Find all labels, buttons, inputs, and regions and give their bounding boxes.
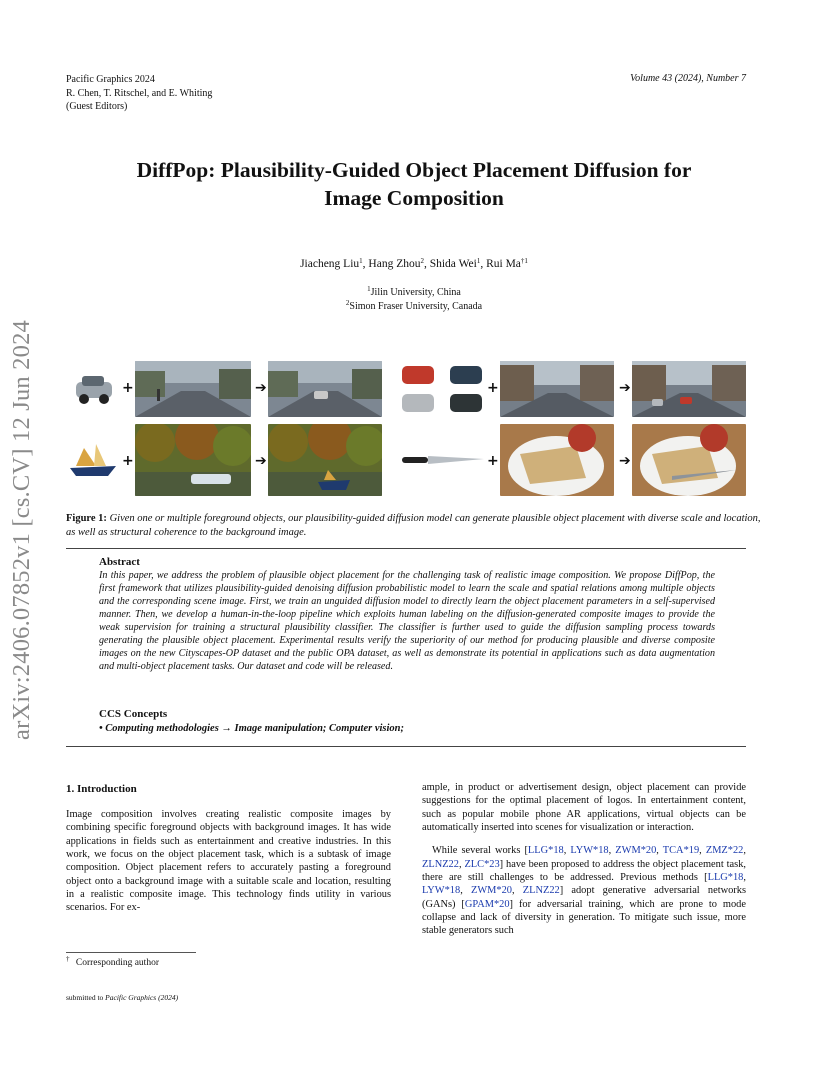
author: Hang Zhou [368,258,421,270]
author-sup: †1 [520,257,528,265]
citation-link[interactable]: LYW*18 [422,885,461,897]
title-line-2: Image Composition [324,186,504,210]
arrow-icon: ➔ [619,380,631,396]
citation-link[interactable]: ZWM*20 [615,845,657,857]
citation-link[interactable]: ZMZ*22 [705,845,744,857]
citation-link[interactable]: LLG*18 [527,845,564,857]
plus-sign: + [487,453,499,469]
arrow-icon: ➔ [619,453,631,469]
arrow-icon: ➔ [255,453,267,469]
author: Shida Wei [429,258,477,270]
ccs-heading: CCS Concepts [99,708,168,720]
boat-object-image [66,440,120,480]
intro-paragraph: While several works [LLG*18, LYW*18, ZWM*20, TCA*19, ZMZ*22, ZLNZ22, ZLC*23] have been proposed to address the object placement task, there are still challenges to be addressed. Previous methods [LLG*18, LYW*18, ZWM*20, ZLNZ22] adopt generative adversarial networks (GANs) [GPAM*20] for adversarial training, which are prone to mode collapse and lack of diversity in generation. To mitigate such issue, more stable generators such [422,845,746,937]
plus-sign: + [487,380,499,396]
food-composite-image [632,424,746,496]
right-column [422,781,746,938]
arrow-icon: ➔ [255,380,267,396]
editors: R. Chen, T. Ritschel, and E. Whiting [66,87,213,99]
citation-link[interactable]: ZLC*23 [464,858,500,870]
abstract-heading: Abstract [99,556,140,568]
knife-object-image [400,452,486,468]
forest-composite-image [268,424,382,496]
submission-note: submitted to Pacific Graphics (2024) [66,993,179,1002]
citation-link[interactable]: LYW*18 [570,845,609,857]
author-list: Jiacheng Liu$^1$, Hang Zhou$^2$, Shida Wei$^1$, Rui Ma$^{\dagger 1}$ [300,257,528,270]
footnote-text: Corresponding author [75,958,159,968]
city-street-composite-image [632,361,746,417]
figure-caption [66,512,764,539]
teaser-figure [0,0,828,510]
intro-paragraph: Image composition involves creating realistic composite images by combining specific foreground objects with background images. It has wide applications in fields such as entertainment and creative industries. In this work, we focus on the object placement task, which is a subtask of image composition. Object placement refers to accurately pasting a foreground object onto a background image with a suitable scale and location, resulting in a realistic composite image. This technology finds utility in various scenarios. For ex- [66,809,391,914]
plus-sign: + [122,453,134,469]
citation-link[interactable]: LLG*18 [707,872,744,884]
intro-paragraph: ample, in product or advertisement design, object placement can provide suggestions for the optimal placement of logos. In entertainment content, such as popular mobile phone AR applications, virtual objects can be automatically inserted into scenes for visualization or interaction. [422,782,746,834]
figure-caption-text: Given one or multiple foreground objects, our plausibility-guided diffusion model can generate plausible object placement with diverse scale and location, as well as structural coherence to the background image. [66,513,761,538]
author: Rui Ma [486,258,521,270]
citation-link[interactable]: TCA*19 [662,845,700,857]
citation-link[interactable]: ZLNZ22 [522,885,560,897]
car-object-image [72,372,116,406]
author-sup: 2 [420,257,424,265]
forest-background-image [135,424,251,496]
section-heading: 1. Introduction [66,783,137,795]
citation-link[interactable]: GPAM*20 [464,898,510,910]
food-background-image [500,424,614,496]
footnote-rule [66,952,196,953]
citation-link[interactable]: ZWM*20 [471,885,512,897]
author-sup: 1 [476,257,481,265]
plus-sign: + [122,380,134,396]
author-sup: 1 [359,257,363,265]
street-background-image [135,361,251,417]
figure-label: Figure 1: [66,513,107,524]
left-column [66,808,391,915]
title-line-1: DiffPop: Plausibility-Guided Object Placement Diffusion for [136,158,692,182]
citation-link[interactable]: ZLNZ22 [422,858,459,870]
venue: Pacific Graphics 2024 [66,74,155,85]
abstract-body: In this paper, we address the problem of plausible object placement for the challenging task of realistic image composition. We propose DiffPop, the first framework that utilizes plausibility-guided denoising diffusion probabilistic model to learn the scale and spatial relations among multiple objects and the corresponding scene image. First, we train an unguided diffusion model to directly learn the object placement parameters in a self-supervised manner. Then, we develop a human-in-the-loop pipeline which exploits human labeling on the diffusion-generated composite images to provide the weak supervision for training a structural plausibility classifier. The classifier is further used to guide the diffusion sampling process towards generating the plausible object placement. Experimental results verify the superiority of our method for producing plausible and diverse composite images on the new Cityscapes-OP dataset and the public OPA dataset, as well as demonstrate its potential in applications such as data augmentation and multi-object placement tasks. Our dataset and code will be released. [99,570,715,672]
street-composite-image [268,361,382,417]
ccs-concepts: • Computing methodologies → Image manipulation; Computer vision; [99,723,405,734]
footnote-mark: † [66,955,70,963]
guest-editors: (Guest Editors) [66,101,128,112]
footnote [66,955,159,968]
affiliation: $^1$Jilin University, China [367,285,461,298]
divider [66,746,746,747]
multiple-cars-object-image [398,362,486,418]
affiliation: $^2$Simon Fraser University, Canada [345,298,483,312]
volume-info: Volume 43 (2024), Number 7 [630,73,746,84]
city-street-background-image [500,361,614,417]
divider [66,548,746,549]
arxiv-id: arXiv:2406.07852v1 [cs.CV] 12 Jun 2024 [8,320,35,740]
author: Jiacheng Liu [300,258,360,270]
